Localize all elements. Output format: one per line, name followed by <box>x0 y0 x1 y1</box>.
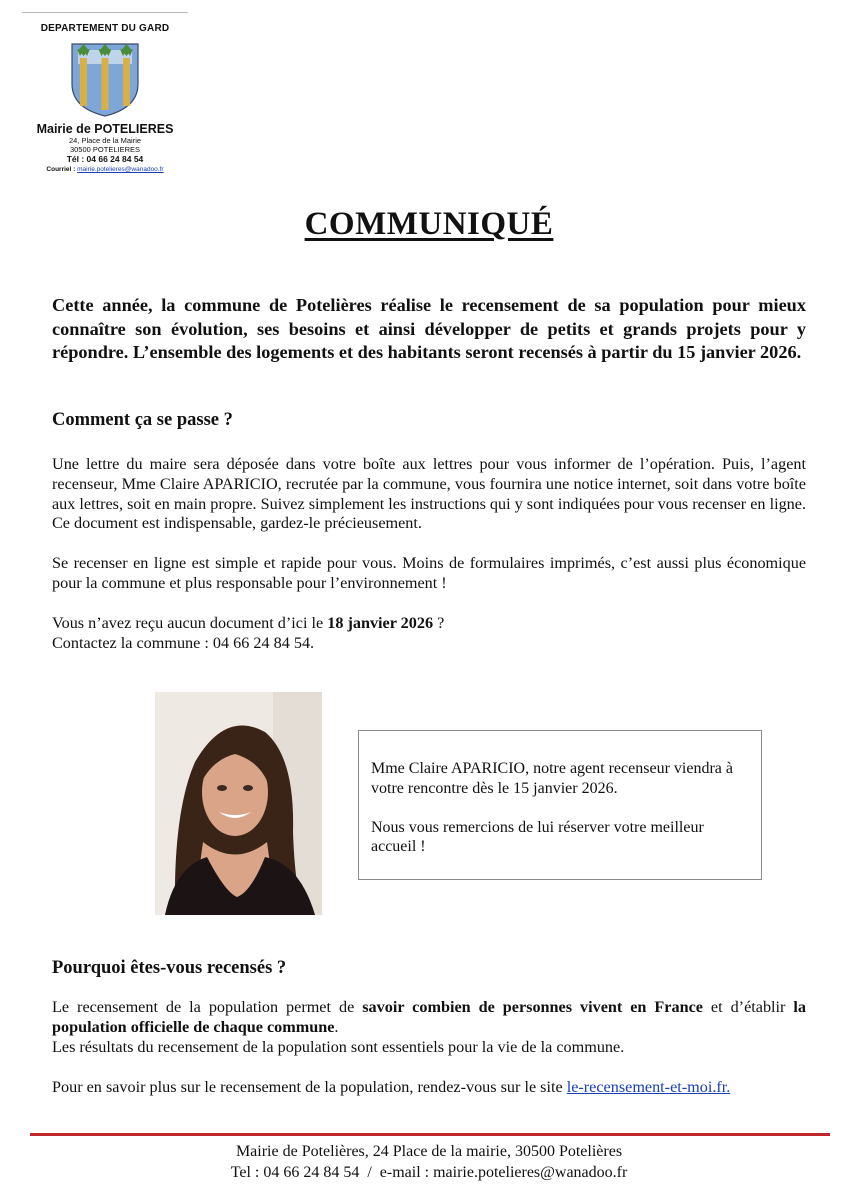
why-text-c: et d’établir <box>702 998 794 1016</box>
footer-divider <box>30 1133 830 1136</box>
section-heading-comment: Comment ça se passe ? <box>52 410 233 430</box>
mairie-address-line1: 24, Place de la Mairie <box>68 136 142 145</box>
page-title: COMMUNIQUÉ <box>304 206 554 242</box>
footer-contact: Tel : 04 66 24 84 54 / e-mail : mairie.potelieres@wanadoo.fr <box>230 1164 628 1181</box>
more-info-text: Pour en savoir plus sur le recensement de la population, rendez-vous sur le site <box>52 1078 567 1096</box>
deadline-date: 18 janvier 2026 <box>327 614 434 632</box>
intro-paragraph: Cette année, la commune de Potelières réalise le recensement de sa population pour mieux connaître son évolution, ses besoins et ainsi développer de petits et grands projets pour y répondre. L’ensemble des logements et des habitants seront recensés à partir du 15 janvier 2026. <box>52 295 806 362</box>
why-bold-population: la population officielle de chaque commune <box>52 998 806 1036</box>
mairie-email-line <box>22 165 188 174</box>
footer-address: Mairie de Potelières, 24 Place de la mairie, 30500 Potelières <box>235 1143 623 1160</box>
why-text-e: . <box>334 1017 339 1036</box>
mairie-email-link[interactable]: mairie.potelieres@wanadoo.fr <box>77 166 164 173</box>
section1-paragraph2: Se recenser en ligne est simple et rapide pour vous. Moins de formulaires imprimés, c’est aussi plus économique pour la commune et plus responsable pour l’environnement ! <box>52 554 806 592</box>
agent-info-box <box>358 730 762 880</box>
agent-info-line1: Mme Claire APARICIO, notre agent recenseur viendra à votre rencontre dès le 15 janvier 2026. <box>371 760 733 797</box>
agent-photo <box>155 692 322 915</box>
department-label: DEPARTEMENT DU GARD <box>40 23 170 34</box>
coat-of-arms-icon <box>66 40 144 118</box>
section2-paragraph3 <box>52 1078 806 1098</box>
mairie-letterhead <box>22 12 188 195</box>
mairie-address-line2: 30500 POTELIERES <box>69 145 141 154</box>
why-results-line: Les résultats du recensement de la population sont essentiels pour la vie de la commune. <box>52 1037 625 1056</box>
agent-portrait-image <box>155 692 322 915</box>
deadline-prefix: Vous n’avez reçu aucun document d’ici le <box>52 614 328 632</box>
section-heading-pourquoi: Pourquoi êtes-vous recensés ? <box>52 958 287 978</box>
section1-paragraph3 <box>52 614 806 654</box>
why-bold-count: savoir combien de personnes vivent en France <box>362 998 703 1016</box>
email-label: Courriel : <box>46 166 78 173</box>
contact-line: Contactez la commune : 04 66 24 84 54. <box>52 633 315 652</box>
section1-paragraph1: Une lettre du maire sera déposée dans votre boîte aux lettres pour vous informer de l’opération. Puis, l’agent recenseur, Mme Claire APARICIO, recrutée par la commune, vous fournira une notice internet, soit dans votre boîte aux lettres, soit en main propre. Suivez simplement les instructions qui y sont indiquées pour vous recenser en ligne. Ce document est indispensable, gardez-le précieusement. <box>52 455 806 533</box>
footer <box>0 1141 858 1183</box>
mairie-tel: Tél : 04 66 24 84 54 <box>66 154 144 164</box>
section2-paragraph1 <box>52 998 806 1057</box>
recensement-website-link[interactable]: le-recensement-et-moi.fr. <box>566 1078 731 1096</box>
mairie-name: Mairie de POTELIERES <box>36 122 174 136</box>
deadline-suffix: ? <box>433 614 445 632</box>
why-text-a: Le recensement de la population permet de <box>52 998 363 1016</box>
agent-info-line2: Nous vous remercions de lui réserver votre meilleur accueil ! <box>371 818 704 855</box>
